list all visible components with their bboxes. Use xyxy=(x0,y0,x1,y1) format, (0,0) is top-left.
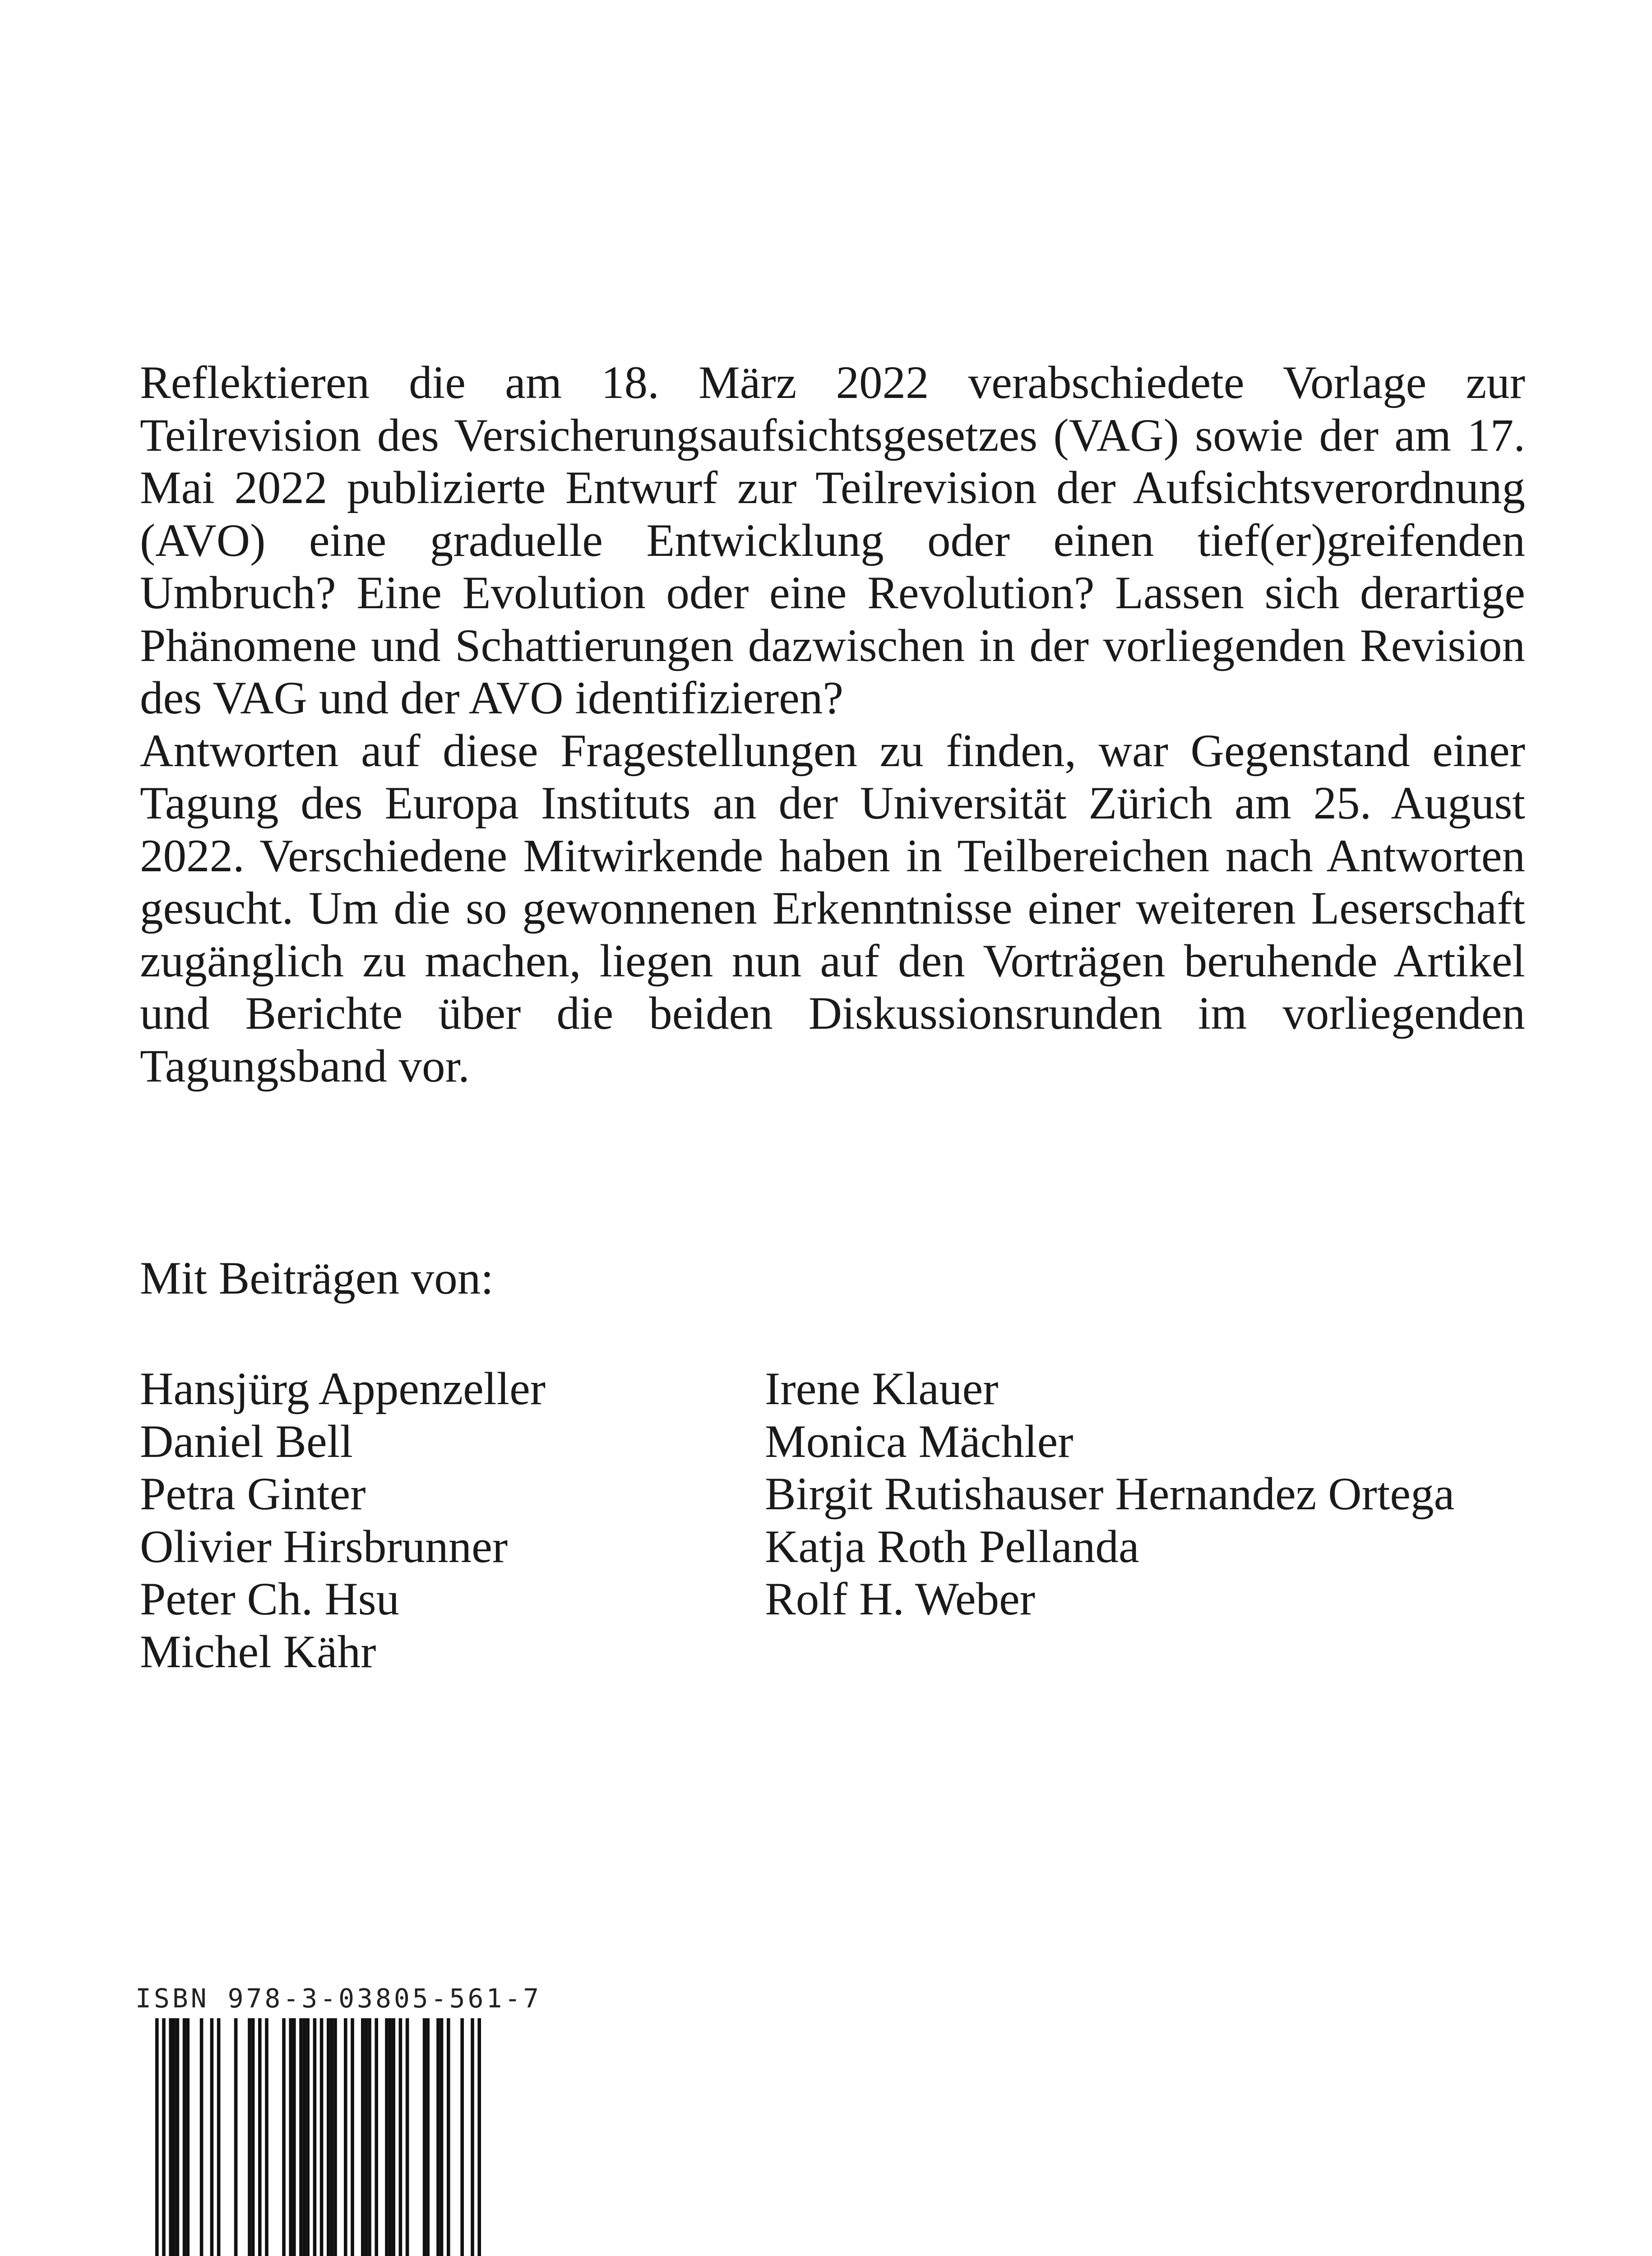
barcode-bar xyxy=(436,2018,440,2256)
barcode-guard-bar xyxy=(313,2018,317,2256)
barcode-bar xyxy=(389,2018,392,2256)
barcode xyxy=(134,2018,513,2256)
isbn-label: ISBN 978-3-03805-561-7 xyxy=(135,1983,542,2014)
barcode-bar xyxy=(251,2018,255,2256)
contributor-name: Daniel Bell xyxy=(140,1415,353,1467)
barcode-bar xyxy=(186,2018,190,2256)
barcode-guard-bar xyxy=(162,2018,166,2256)
barcode-bar xyxy=(234,2018,238,2256)
barcode-bar xyxy=(365,2018,368,2256)
contributor-name: Katja Roth Pellanda xyxy=(765,1521,1139,1572)
barcode-bars xyxy=(155,2018,481,2256)
contributor-name: Peter Ch. Hsu xyxy=(140,1573,400,1625)
barcode-bar xyxy=(292,2018,296,2256)
barcode-bar xyxy=(289,2018,292,2256)
barcode-bar xyxy=(217,2018,221,2256)
barcode-guard-bar xyxy=(320,2018,324,2256)
barcode-bar xyxy=(210,2018,214,2256)
barcode-bar xyxy=(440,2018,444,2256)
barcode-bar xyxy=(399,2018,403,2256)
contributor-name: Olivier Hirsbrunner xyxy=(140,1521,508,1572)
barcode-bar xyxy=(426,2018,430,2256)
barcode-bar xyxy=(282,2018,286,2256)
barcode-bar xyxy=(351,2018,354,2256)
barcode-bar xyxy=(327,2018,330,2256)
barcode-bar xyxy=(406,2018,409,2256)
barcode-bar xyxy=(447,2018,450,2256)
barcode-bar xyxy=(172,2018,176,2256)
blurb-paragraph-1: Reflektieren die am 18. März 2022 verabschiedete Vorlage zur Teilrevision des Versicherungsaufsichtsgesetzes (VAG) sowie der am 17. Mai 2022 publizierte Entwurf zur Teilrevision der Aufsichtsverordnung (AVO) eine graduelle Entwicklung oder einen tief(er)greifenden Umbruch? Eine Evolution oder eine Revolution? Lassen sich derartige Phänomene und Schattierungen dazwischen in der vorliegenden Revision des VAG und der AVO identifizieren? xyxy=(140,357,1525,724)
isbn-block xyxy=(134,1983,542,2256)
barcode-bar xyxy=(306,2018,310,2256)
contributor-name: Birgit Rutishauser Hernandez Ortega xyxy=(765,1468,1455,1520)
barcode-bar xyxy=(248,2018,251,2256)
barcode-bar xyxy=(392,2018,395,2256)
contributors-list-left xyxy=(140,1363,546,1678)
barcode-bar xyxy=(375,2018,378,2256)
contributors-list-right xyxy=(765,1363,1454,1626)
barcode-bar xyxy=(169,2018,172,2256)
barcode-bar xyxy=(333,2018,337,2256)
contributor-name: Hansjürg Appenzeller xyxy=(140,1363,546,1415)
barcode-bar xyxy=(368,2018,371,2256)
barcode-bar xyxy=(385,2018,389,2256)
barcode-bar xyxy=(200,2018,204,2256)
barcode-bar xyxy=(183,2018,186,2256)
barcode-bar xyxy=(303,2018,306,2256)
barcode-guard-bar xyxy=(155,2018,159,2256)
barcode-bar xyxy=(258,2018,262,2256)
contributor-name: Rolf H. Weber xyxy=(765,1573,1036,1625)
barcode-bar xyxy=(423,2018,426,2256)
barcode-bar xyxy=(361,2018,365,2256)
barcode-guard-bar xyxy=(477,2018,481,2256)
contributor-name: Michel Kähr xyxy=(140,1626,376,1678)
barcode-bar xyxy=(330,2018,334,2256)
barcode-bar xyxy=(460,2018,464,2256)
barcode-bar xyxy=(265,2018,268,2256)
contributors-heading: Mit Beiträgen von: xyxy=(140,1253,494,1304)
barcode-bar xyxy=(344,2018,347,2256)
contributor-name: Petra Ginter xyxy=(140,1468,366,1520)
blurb-paragraph-2: Antworten auf diese Fragestellungen zu finden, war Gegenstand einer Tagung des Europa Instituts an der Universität Zürich am 25. August 2022. Verschiedene Mitwirkende haben in Teilbereichen nach Antworten gesucht. Um die so gewonnenen Erkenntnisse einer weiteren Leserschaft zugänglich zu machen, liegen nun auf den Vorträgen beruhende Artikel und Berichte über die beiden Diskussionsrunden im vorliegenden Tagungsband vor. xyxy=(140,725,1525,1092)
contributor-name: Irene Klauer xyxy=(765,1363,999,1415)
barcode-guard-bar xyxy=(471,2018,474,2256)
blurb xyxy=(140,356,1525,1092)
contributor-name: Monica Mächler xyxy=(765,1415,1074,1467)
barcode-bar xyxy=(176,2018,180,2256)
barcode-bar xyxy=(299,2018,303,2256)
